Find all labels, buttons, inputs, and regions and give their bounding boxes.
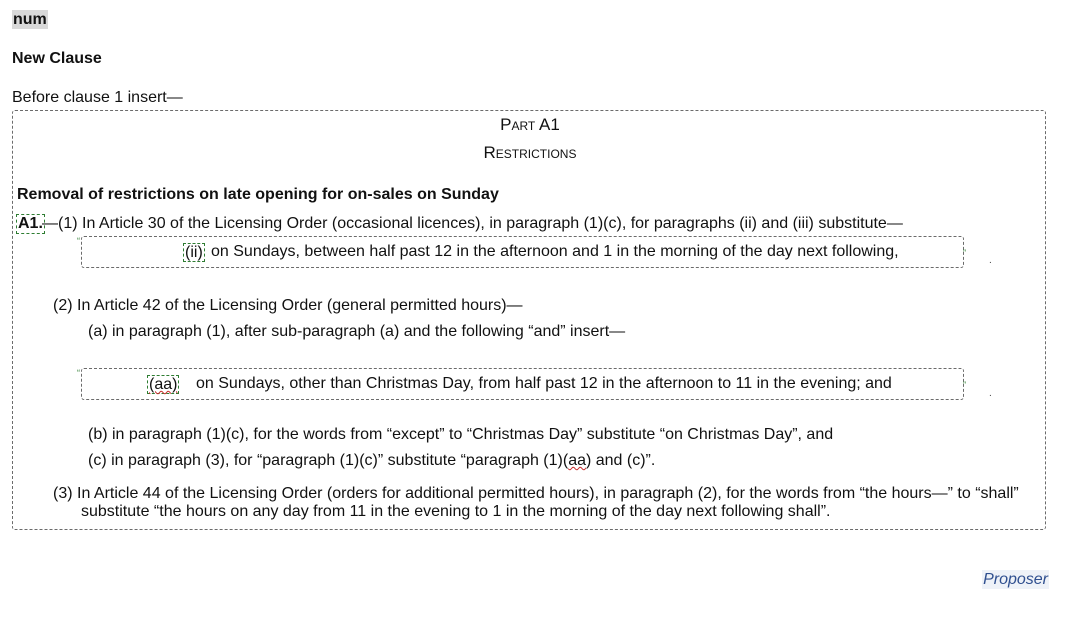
insertion-instruction: Before clause 1 insert— <box>12 89 183 106</box>
clause-number[interactable]: A1. <box>18 215 43 232</box>
inserted-paragraph-aa-text: on Sundays, other than Christmas Day, from half past 12 in the afternoon to 11 in the evening; and <box>196 375 892 392</box>
close-quote-mark: ” <box>963 380 966 390</box>
paragraph-b-text: (b) in paragraph (1)(c), for the words from “except” to “Christmas Day” substitute “on Christmas Day”, and <box>88 426 834 443</box>
paragraph-c-text <box>88 451 655 470</box>
open-quote-mark: “ <box>77 368 80 378</box>
paragraph-c-flagged-word: aa <box>568 452 586 469</box>
open-quote-mark: “ <box>77 236 80 246</box>
end-dot-mark: . <box>989 388 992 399</box>
paragraph-tag-aa[interactable] <box>147 375 179 394</box>
part-title: Part A1 <box>500 115 560 134</box>
paragraph-tag-aa-text: (aa) <box>149 376 178 393</box>
paragraph-tag-ii[interactable]: (ii) <box>185 244 203 261</box>
end-dot-mark: . <box>989 255 992 266</box>
subsection-2-text: (2) In Article 42 of the Licensing Order (general permitted hours)— <box>53 297 523 314</box>
paragraph-c-text-end: ) and (c)”. <box>585 452 656 469</box>
paragraph-c-text-start: (c) in paragraph (3), for “paragraph (1)(c)” substitute “paragraph (1)( <box>88 452 569 469</box>
subsection-3-text-line2: substitute “the hours on any day from 11 in the evening to 1 in the morning of the day next following shall”. <box>81 503 831 520</box>
new-clause-heading: New Clause <box>12 50 102 67</box>
part-subtitle: Restrictions <box>483 143 577 162</box>
subsection-1-text: —(1) In Article 30 of the Licensing Order (occasional licences), in paragraph (1)(c), for paragraphs (ii) and (iii) substitute— <box>42 215 903 232</box>
subsection-3-text-line1: (3) In Article 44 of the Licensing Order (orders for additional permitted hours), in paragraph (2), for the words from “the hours—” to “shall” <box>53 485 1019 502</box>
inserted-paragraph-ii-text: on Sundays, between half past 12 in the afternoon and 1 in the morning of the day next following, <box>211 243 899 260</box>
close-quote-mark: ” <box>963 248 966 258</box>
paragraph-a-text: (a) in paragraph (1), after sub-paragraph (a) and the following “and” insert— <box>88 323 626 340</box>
clause-heading: Removal of restrictions on late opening for on-sales on Sunday <box>17 186 499 203</box>
amendment-number-label[interactable]: num <box>13 11 47 28</box>
proposer-field[interactable]: Proposer <box>983 571 1048 588</box>
